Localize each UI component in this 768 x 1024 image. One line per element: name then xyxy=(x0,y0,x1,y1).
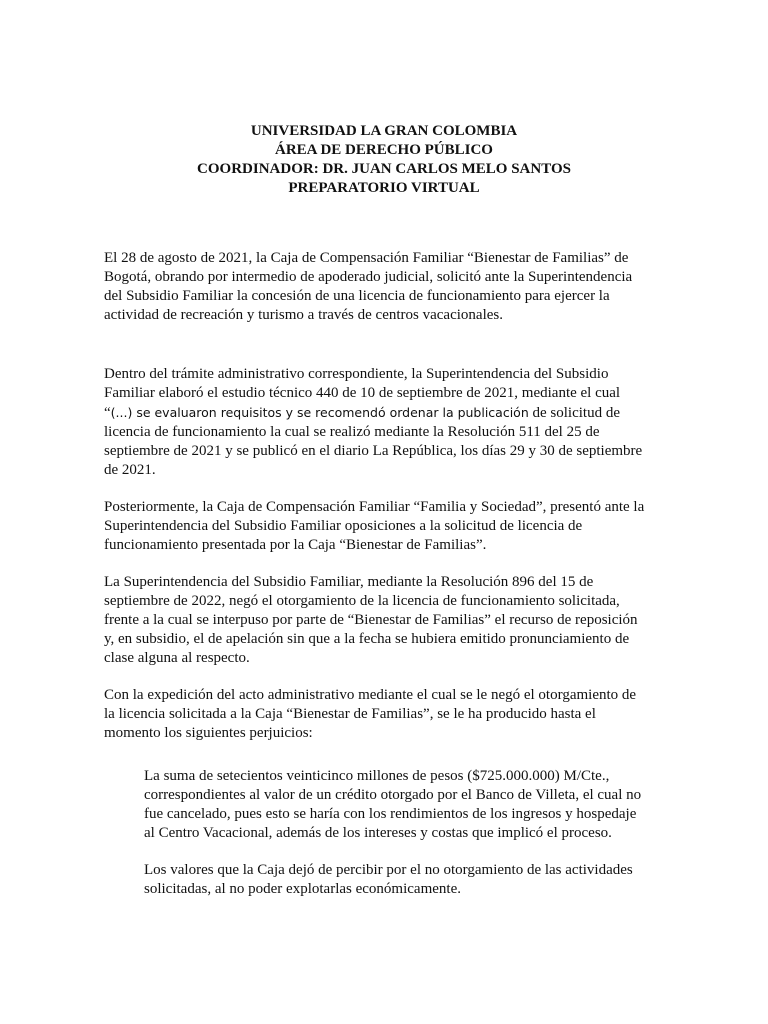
text-line: actividad de recreación y turismo a través de centros vacacionales. xyxy=(104,307,503,323)
header-course: PREPARATORIO VIRTUAL xyxy=(288,180,480,196)
text-line: Los valores que la Caja dejó de percibir por el no otorgamiento de las actividades xyxy=(144,862,633,878)
paragraph-2 xyxy=(104,365,670,480)
text-line: fue cancelado, pues esto se haría con los rendimientos de los ingresos y hospedaje xyxy=(144,806,637,822)
paragraph-5 xyxy=(104,686,670,743)
text-line: septiembre de 2022, negó el otorgamiento de la licencia de funcionamiento solicitada, xyxy=(104,593,620,609)
text-line: correspondientes al valor de un crédito otorgado por el Banco de Villeta, el cual no xyxy=(144,787,642,803)
text-line: licencia de funcionamiento la cual se realizó mediante la Resolución 511 del 25 de xyxy=(104,424,600,440)
text-line: de 2021. xyxy=(104,462,156,478)
document-body xyxy=(104,249,670,917)
text-line: frente a la cual se interpuso por parte de “Bienestar de Familias” el recurso de reposición xyxy=(104,612,638,628)
text-line: solicitadas, al no poder explotarlas económicamente. xyxy=(144,881,461,897)
header-area: ÁREA DE DERECHO PÚBLICO xyxy=(275,142,493,158)
text-line: momento los siguientes perjuicios: xyxy=(104,725,313,741)
text-line: funcionamiento presentada por la Caja “Bienestar de Familias”. xyxy=(104,537,487,553)
text-line-quote xyxy=(104,403,670,423)
text-line: al Centro Vacacional, además de los intereses y costas que implicó el proceso. xyxy=(144,825,612,841)
paragraph-4 xyxy=(104,573,670,668)
text-line: Con la expedición del acto administrativo mediante el cual se le negó el otorgamiento de xyxy=(104,687,637,703)
quote-open-mark: “ xyxy=(104,405,111,421)
paragraph-3 xyxy=(104,498,670,555)
text-line: Familiar elaboró el estudio técnico 440 de 10 de septiembre de 2021, mediante el cual xyxy=(104,385,621,401)
text-line: septiembre de 2021 y se publicó en el diario La República, los días 29 y 30 de septiembre xyxy=(104,443,643,459)
quoted-text: (...) se evaluaron requisitos y se recomendó ordenar la publicación xyxy=(110,405,529,420)
text-line: del Subsidio Familiar la concesión de una licencia de funcionamiento para ejercer la xyxy=(104,288,610,304)
text-line: Posteriormente, la Caja de Compensación Familiar “Familia y Sociedad”, presentó ante la xyxy=(104,499,645,515)
paragraph-1 xyxy=(104,249,670,325)
text-line: y, en subsidio, el de apelación sin que a la fecha se hubiera emitido pronunciamiento de xyxy=(104,631,630,647)
document-header xyxy=(0,122,768,198)
header-university: UNIVERSIDAD LA GRAN COLOMBIA xyxy=(250,123,518,139)
text-line: Dentro del trámite administrativo correspondiente, la Superintendencia del Subsidio xyxy=(104,366,609,382)
text-line: La Superintendencia del Subsidio Familiar, mediante la Resolución 896 del 15 de xyxy=(104,574,594,590)
header-coordinator: COORDINADOR: DR. JUAN CARLOS MELO SANTOS xyxy=(197,161,571,177)
text-line: El 28 de agosto de 2021, la Caja de Compensación Familiar “Bienestar de Familias” de xyxy=(104,250,629,266)
text-line: La suma de setecientos veinticinco millones de pesos ($725.000.000) M/Cte., xyxy=(144,768,610,784)
damages-item-1 xyxy=(144,767,670,843)
text-line: clase alguna al respecto. xyxy=(104,650,250,666)
text-fragment: de solicitud de xyxy=(528,405,620,421)
text-line: Superintendencia del Subsidio Familiar oposiciones a la solicitud de licencia de xyxy=(104,518,583,534)
text-line: Bogotá, obrando por intermedio de apoderado judicial, solicitó ante la Superintendencia xyxy=(104,269,633,285)
text-line: la licencia solicitada a la Caja “Bienestar de Familias”, se le ha producido hasta el xyxy=(104,706,596,722)
damages-item-2 xyxy=(144,861,670,899)
